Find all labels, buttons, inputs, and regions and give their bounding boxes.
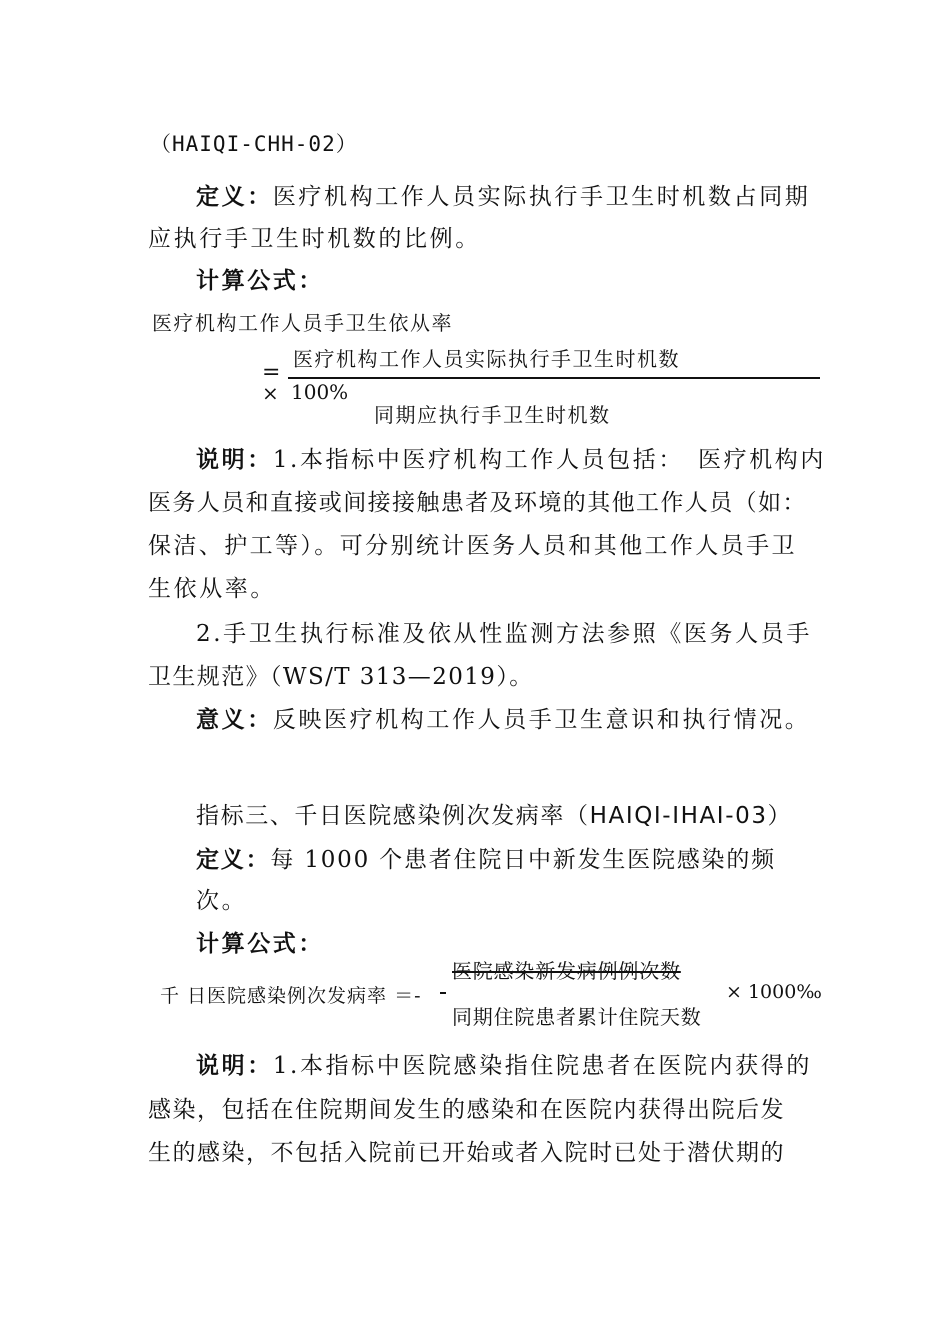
meaning-paragraph [196, 701, 810, 734]
formula-multiplier: × 1000‰ [726, 981, 822, 1003]
note-paragraph [196, 441, 684, 474]
note-text: 生依从率。 [148, 576, 276, 602]
note-item-2-cont: 卫生规范》（WS/T 313—2019）。 [148, 664, 534, 690]
formula-lhs: 千 日医院感染例次发病率 ＝- [160, 985, 422, 1007]
note-text: 医务人员和直接或间接接触患者及环境的其他工作人员（如： [148, 490, 807, 516]
meaning-label: 意义： [196, 707, 273, 733]
fraction-bar [288, 377, 820, 379]
formula-denominator: 同期住院患者累计住院天数 [452, 1005, 702, 1029]
indicator-code: （HAIQI-CHH-02） [150, 132, 358, 156]
note-text: 感染，包括在住院期间发生的感染和在医院内获得出院后发 [148, 1097, 785, 1123]
formula-numerator: 医院感染新发病例例次数 [452, 959, 681, 983]
note-text: 1.本指标中医院感染指住院患者在医院内获得的 [272, 1053, 812, 1079]
note-text: 保洁、护工等）。可分别统计医务人员和其他工作人员手卫 [148, 533, 797, 559]
definition-text-cont: 次。 [196, 888, 248, 914]
definition-paragraph [196, 841, 776, 874]
definition-label: 定义： [196, 847, 271, 873]
note-text: 1.本指标中医疗机构工作人员包括： [272, 447, 684, 473]
formula-label: 计算公式： [196, 931, 324, 957]
definition-text: 医疗机构工作人员实际执行手卫生时机数占同期 [272, 184, 811, 210]
formula-denominator: 同期应执行手卫生时机数 [374, 403, 611, 427]
definition-paragraph [196, 178, 810, 211]
definition-text: 每 1000 个患者住院日中新发生医院感染的频 [270, 847, 776, 873]
note-item-2: 2.手卫生执行标准及依从性监测方法参照《医务人员手 [196, 621, 812, 647]
formula-times: × [262, 381, 279, 405]
note-label: 说明： [196, 1053, 273, 1079]
meaning-text: 反映医疗机构工作人员手卫生意识和执行情况。 [272, 707, 811, 733]
formula-percent: 100% [291, 380, 349, 404]
formula-lhs: 医疗机构工作人员手卫生依从率 [152, 311, 453, 335]
definition-text-cont: 应执行手卫生时机数的比例。 [148, 226, 481, 252]
definition-label: 定义： [196, 184, 273, 210]
note-text-tail: 医疗机构内 [698, 447, 826, 473]
formula-numerator: 医疗机构工作人员实际执行手卫生时机数 [293, 347, 680, 371]
note-label: 说明： [196, 447, 273, 473]
fraction-bar [440, 992, 446, 994]
note-paragraph [196, 1047, 812, 1080]
formula-label: 计算公式： [196, 268, 324, 294]
section-heading: 指标三、千日医院感染例次发病率（HAIQI-IHAI-03） [196, 803, 793, 829]
formula-equals: = [262, 360, 281, 385]
note-text: 生的感染，不包括入院前已开始或者入院时已处于潜伏期的 [148, 1140, 785, 1166]
